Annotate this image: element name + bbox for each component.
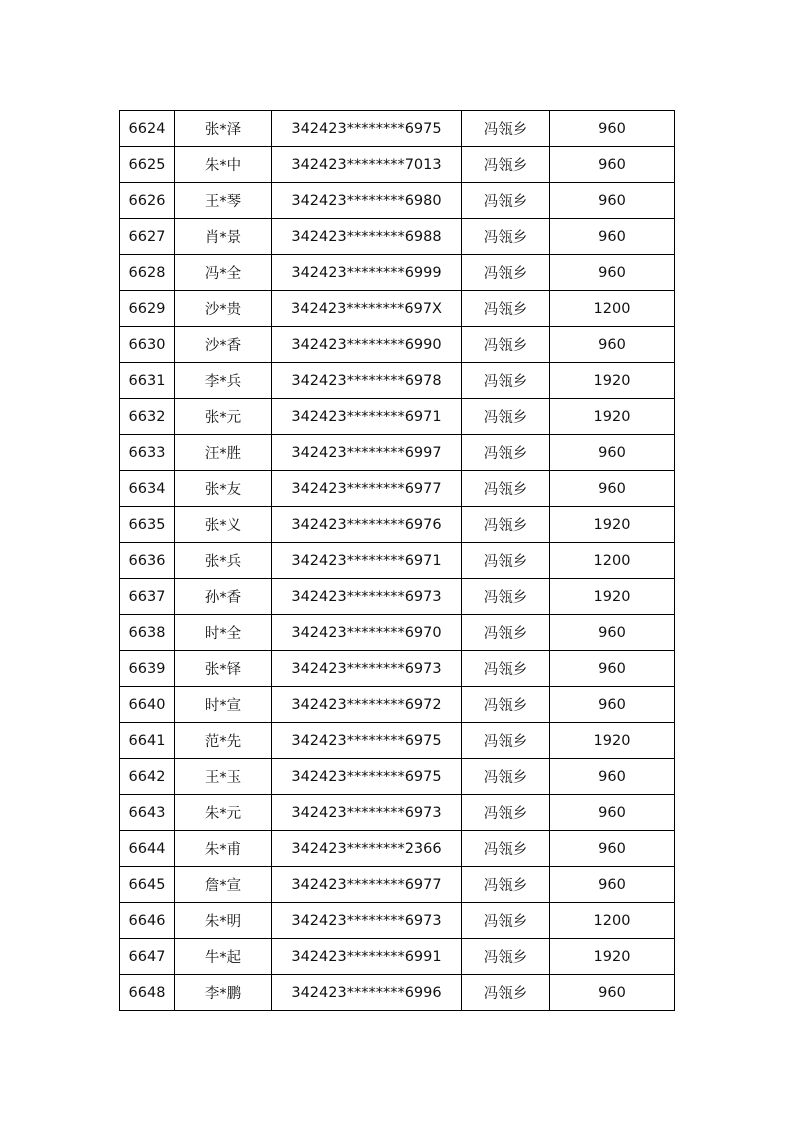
id-number-cell: 342423********6973 [272, 579, 462, 615]
name-cell: 张*义 [175, 507, 272, 543]
id-number-cell: 342423********6980 [272, 183, 462, 219]
seq-cell: 6644 [120, 831, 175, 867]
township-cell: 冯瓴乡 [462, 615, 550, 651]
township-cell: 冯瓴乡 [462, 507, 550, 543]
seq-cell: 6648 [120, 975, 175, 1011]
township-cell: 冯瓴乡 [462, 543, 550, 579]
name-cell: 王*琴 [175, 183, 272, 219]
id-number-cell: 342423********6977 [272, 471, 462, 507]
table-row [120, 543, 675, 579]
seq-cell: 6628 [120, 255, 175, 291]
name-cell: 汪*胜 [175, 435, 272, 471]
township-cell: 冯瓴乡 [462, 795, 550, 831]
amount-cell: 1920 [550, 579, 675, 615]
name-cell: 时*全 [175, 615, 272, 651]
seq-cell: 6642 [120, 759, 175, 795]
name-cell: 孙*香 [175, 579, 272, 615]
name-cell: 张*泽 [175, 111, 272, 147]
name-cell: 朱*明 [175, 903, 272, 939]
amount-cell: 1920 [550, 939, 675, 975]
amount-cell: 960 [550, 975, 675, 1011]
amount-cell: 960 [550, 867, 675, 903]
township-cell: 冯瓴乡 [462, 435, 550, 471]
record-table [119, 110, 675, 1011]
township-cell: 冯瓴乡 [462, 147, 550, 183]
seq-cell: 6645 [120, 867, 175, 903]
township-cell: 冯瓴乡 [462, 183, 550, 219]
township-cell: 冯瓴乡 [462, 327, 550, 363]
table-row [120, 255, 675, 291]
seq-cell: 6638 [120, 615, 175, 651]
amount-cell: 960 [550, 651, 675, 687]
name-cell: 朱*甫 [175, 831, 272, 867]
township-cell: 冯瓴乡 [462, 975, 550, 1011]
seq-cell: 6627 [120, 219, 175, 255]
township-cell: 冯瓴乡 [462, 111, 550, 147]
name-cell: 张*兵 [175, 543, 272, 579]
seq-cell: 6634 [120, 471, 175, 507]
table-row [120, 903, 675, 939]
table-row [120, 111, 675, 147]
record-table-body [120, 111, 675, 1011]
amount-cell: 960 [550, 831, 675, 867]
township-cell: 冯瓴乡 [462, 219, 550, 255]
name-cell: 朱*中 [175, 147, 272, 183]
seq-cell: 6637 [120, 579, 175, 615]
amount-cell: 960 [550, 759, 675, 795]
township-cell: 冯瓴乡 [462, 759, 550, 795]
id-number-cell: 342423********6975 [272, 111, 462, 147]
table-row [120, 219, 675, 255]
township-cell: 冯瓴乡 [462, 687, 550, 723]
table-row [120, 399, 675, 435]
table-row [120, 651, 675, 687]
amount-cell: 960 [550, 111, 675, 147]
table-row [120, 831, 675, 867]
id-number-cell: 342423********6971 [272, 399, 462, 435]
id-number-cell: 342423********6988 [272, 219, 462, 255]
township-cell: 冯瓴乡 [462, 255, 550, 291]
id-number-cell: 342423********6975 [272, 723, 462, 759]
table-row [120, 687, 675, 723]
township-cell: 冯瓴乡 [462, 651, 550, 687]
name-cell: 冯*全 [175, 255, 272, 291]
township-cell: 冯瓴乡 [462, 723, 550, 759]
seq-cell: 6624 [120, 111, 175, 147]
table-row [120, 615, 675, 651]
name-cell: 时*宣 [175, 687, 272, 723]
amount-cell: 960 [550, 147, 675, 183]
seq-cell: 6635 [120, 507, 175, 543]
amount-cell: 1920 [550, 399, 675, 435]
township-cell: 冯瓴乡 [462, 579, 550, 615]
name-cell: 朱*元 [175, 795, 272, 831]
id-number-cell: 342423********6973 [272, 795, 462, 831]
name-cell: 张*元 [175, 399, 272, 435]
amount-cell: 960 [550, 219, 675, 255]
name-cell: 牛*起 [175, 939, 272, 975]
seq-cell: 6625 [120, 147, 175, 183]
township-cell: 冯瓴乡 [462, 867, 550, 903]
amount-cell: 1200 [550, 543, 675, 579]
table-row [120, 183, 675, 219]
table-row [120, 291, 675, 327]
table-row [120, 975, 675, 1011]
name-cell: 范*先 [175, 723, 272, 759]
name-cell: 李*兵 [175, 363, 272, 399]
name-cell: 李*鹏 [175, 975, 272, 1011]
table-row [120, 435, 675, 471]
amount-cell: 960 [550, 327, 675, 363]
table-row [120, 327, 675, 363]
amount-cell: 960 [550, 255, 675, 291]
seq-cell: 6643 [120, 795, 175, 831]
name-cell: 肖*景 [175, 219, 272, 255]
id-number-cell: 342423********6973 [272, 903, 462, 939]
id-number-cell: 342423********6971 [272, 543, 462, 579]
name-cell: 沙*贵 [175, 291, 272, 327]
amount-cell: 1200 [550, 903, 675, 939]
table-row [120, 939, 675, 975]
id-number-cell: 342423********6972 [272, 687, 462, 723]
seq-cell: 6647 [120, 939, 175, 975]
seq-cell: 6639 [120, 651, 175, 687]
table-row [120, 471, 675, 507]
id-number-cell: 342423********6978 [272, 363, 462, 399]
id-number-cell: 342423********2366 [272, 831, 462, 867]
id-number-cell: 342423********697X [272, 291, 462, 327]
seq-cell: 6631 [120, 363, 175, 399]
seq-cell: 6630 [120, 327, 175, 363]
name-cell: 王*玉 [175, 759, 272, 795]
amount-cell: 1920 [550, 723, 675, 759]
id-number-cell: 342423********6990 [272, 327, 462, 363]
township-cell: 冯瓴乡 [462, 291, 550, 327]
id-number-cell: 342423********6991 [272, 939, 462, 975]
id-number-cell: 342423********6975 [272, 759, 462, 795]
township-cell: 冯瓴乡 [462, 939, 550, 975]
table-row [120, 723, 675, 759]
id-number-cell: 342423********6999 [272, 255, 462, 291]
seq-cell: 6646 [120, 903, 175, 939]
id-number-cell: 342423********7013 [272, 147, 462, 183]
seq-cell: 6636 [120, 543, 175, 579]
amount-cell: 1200 [550, 291, 675, 327]
id-number-cell: 342423********6976 [272, 507, 462, 543]
amount-cell: 960 [550, 687, 675, 723]
name-cell: 沙*香 [175, 327, 272, 363]
name-cell: 张*铎 [175, 651, 272, 687]
amount-cell: 960 [550, 795, 675, 831]
seq-cell: 6641 [120, 723, 175, 759]
amount-cell: 960 [550, 183, 675, 219]
township-cell: 冯瓴乡 [462, 363, 550, 399]
id-number-cell: 342423********6996 [272, 975, 462, 1011]
township-cell: 冯瓴乡 [462, 831, 550, 867]
amount-cell: 1920 [550, 363, 675, 399]
name-cell: 詹*宣 [175, 867, 272, 903]
table-row [120, 363, 675, 399]
table-row [120, 147, 675, 183]
amount-cell: 960 [550, 435, 675, 471]
township-cell: 冯瓴乡 [462, 903, 550, 939]
table-row [120, 507, 675, 543]
table-row [120, 867, 675, 903]
id-number-cell: 342423********6973 [272, 651, 462, 687]
id-number-cell: 342423********6997 [272, 435, 462, 471]
id-number-cell: 342423********6977 [272, 867, 462, 903]
township-cell: 冯瓴乡 [462, 471, 550, 507]
table-row [120, 579, 675, 615]
name-cell: 张*友 [175, 471, 272, 507]
amount-cell: 960 [550, 615, 675, 651]
seq-cell: 6640 [120, 687, 175, 723]
amount-cell: 1920 [550, 507, 675, 543]
seq-cell: 6629 [120, 291, 175, 327]
table-row [120, 795, 675, 831]
township-cell: 冯瓴乡 [462, 399, 550, 435]
seq-cell: 6633 [120, 435, 175, 471]
id-number-cell: 342423********6970 [272, 615, 462, 651]
amount-cell: 960 [550, 471, 675, 507]
seq-cell: 6626 [120, 183, 175, 219]
seq-cell: 6632 [120, 399, 175, 435]
table-row [120, 759, 675, 795]
